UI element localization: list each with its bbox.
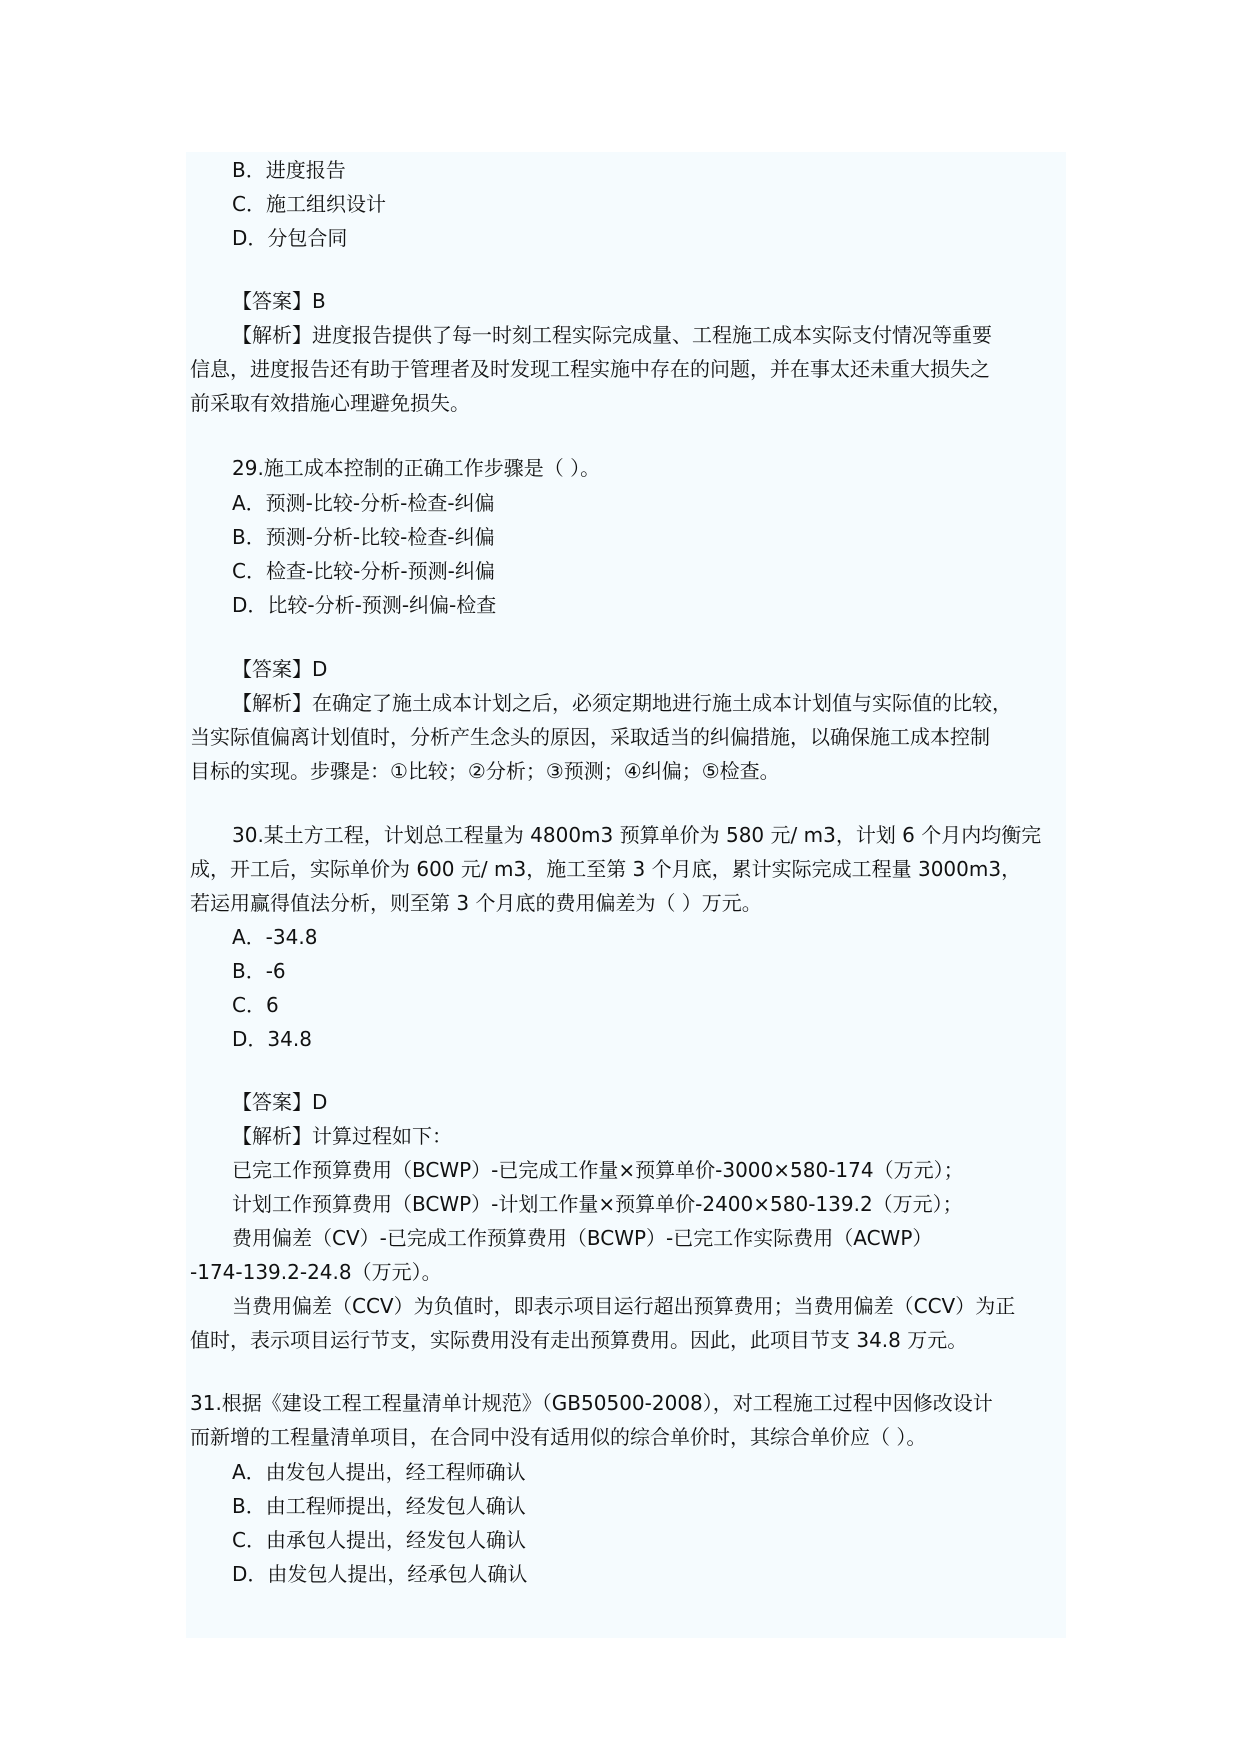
option-a: A．预测-比较-分析-检查-纠偏 bbox=[232, 491, 495, 515]
question-stem: 而新增的工程量清单项目，在合同中没有适用似的综合单价时，其综合单价应（ ）。 bbox=[190, 1425, 927, 1449]
analysis-line: 当费用偏差（CCV）为负值时，即表示项目运行超出预算费用；当费用偏差（CCV）为正 bbox=[232, 1294, 1016, 1318]
analysis-line: 【解析】进度报告提供了每一时刻工程实际完成量、工程施工成本实际支付情况等重要 bbox=[232, 323, 992, 347]
answer: 【答案】B bbox=[232, 289, 326, 313]
analysis-line: 已完工作预算费用（BCWP）-已完成工作量×预算单价-3000×580-174（万元）； bbox=[232, 1158, 964, 1182]
answer: 【答案】D bbox=[232, 657, 328, 681]
option-c: C．施工组织设计 bbox=[232, 192, 386, 216]
question-stem: 30.某土方工程，计划总工程量为 4800m3 预算单价为 580 元/ m3，计划 6 个月内均衡完 bbox=[232, 823, 1042, 847]
option-b: B．-6 bbox=[232, 959, 286, 983]
analysis-line: -174-139.2-24.8（万元）。 bbox=[190, 1260, 442, 1284]
option-c: C．6 bbox=[232, 993, 279, 1017]
analysis-line: 目标的实现。步骤是：①比较；②分析；③预测；④纠偏；⑤检查。 bbox=[190, 759, 780, 783]
option-d: D．由发包人提出，经承包人确认 bbox=[232, 1562, 528, 1586]
option-a: A．-34.8 bbox=[232, 925, 318, 949]
question-stem: 29.施工成本控制的正确工作步骤是（ ）。 bbox=[232, 456, 601, 480]
option-d: D．分包合同 bbox=[232, 226, 348, 250]
option-b: B．由工程师提出，经发包人确认 bbox=[232, 1494, 526, 1518]
analysis-line: 值时，表示项目运行节支，实际费用没有走出预算费用。因此，此项目节支 34.8 万元。 bbox=[190, 1328, 968, 1352]
option-c: C．检查-比较-分析-预测-纠偏 bbox=[232, 559, 495, 583]
question-stem: 成，开工后，实际单价为 600 元/ m3，施工至第 3 个月底，累计实际完成工程量 3000m3， bbox=[190, 857, 1022, 881]
analysis-line: 【解析】在确定了施土成本计划之后，必须定期地进行施土成本计划值与实际值的比较， bbox=[232, 691, 1012, 715]
option-b: B．进度报告 bbox=[232, 158, 346, 182]
analysis-line: 当实际值偏离计划值时，分析产生念头的原因，采取适当的纠偏措施，以确保施工成本控制 bbox=[190, 725, 990, 749]
option-d: D．34.8 bbox=[232, 1027, 312, 1051]
option-b: B．预测-分析-比较-检查-纠偏 bbox=[232, 525, 495, 549]
question-stem: 31.根据《建设工程工程量清单计规范》（GB50500-2008），对工程施工过程中因修改设计 bbox=[190, 1391, 993, 1415]
option-a: A．由发包人提出，经工程师确认 bbox=[232, 1460, 526, 1484]
analysis-line: 信息，进度报告还有助于管理者及时发现工程实施中存在的问题，并在事太还未重大损失之 bbox=[190, 357, 990, 381]
option-c: C．由承包人提出，经发包人确认 bbox=[232, 1528, 526, 1552]
analysis-line: 计划工作预算费用（BCWP）-计划工作量×预算单价-2400×580-139.2（万元）； bbox=[232, 1192, 963, 1216]
answer: 【答案】D bbox=[232, 1090, 328, 1114]
question-stem: 若运用赢得值法分析，则至第 3 个月底的费用偏差为（ ）万元。 bbox=[190, 891, 762, 915]
analysis-line: 【解析】计算过程如下： bbox=[232, 1124, 452, 1148]
option-d: D．比较-分析-预测-纠偏-检查 bbox=[232, 593, 497, 617]
analysis-line: 前采取有效措施心理避免损失。 bbox=[190, 391, 470, 415]
analysis-line: 费用偏差（CV）-已完成工作预算费用（BCWP）-已完工作实际费用（ACWP） bbox=[232, 1226, 933, 1250]
